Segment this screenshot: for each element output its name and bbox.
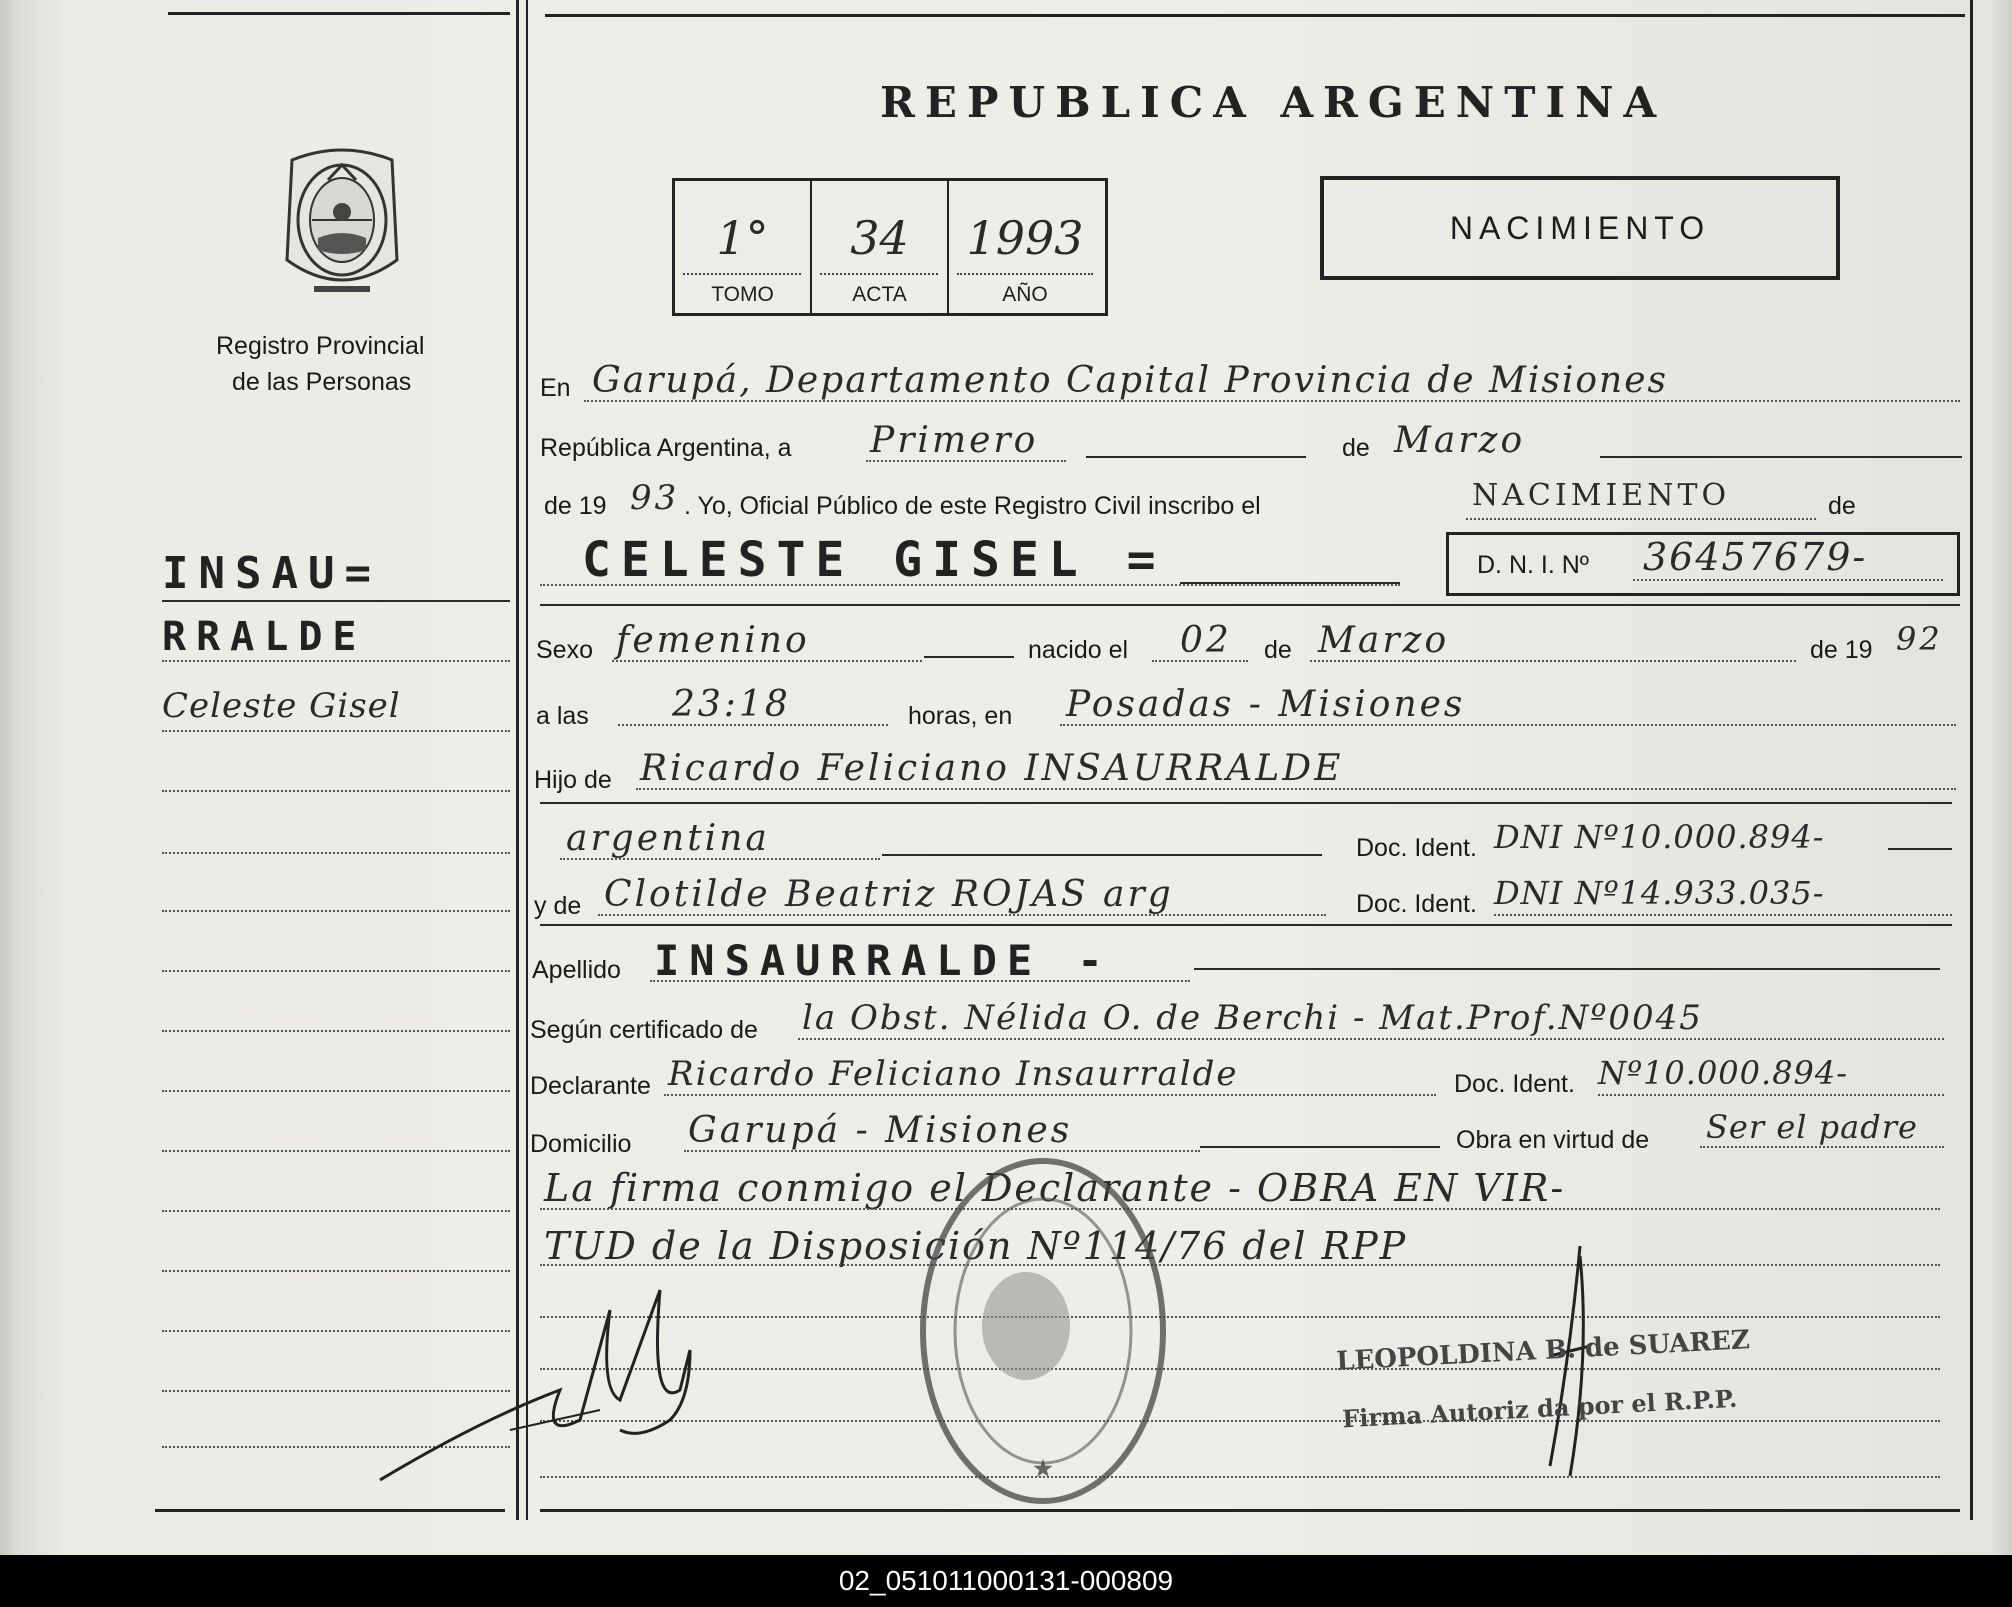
mother-name-dots	[598, 914, 1326, 916]
margin-dots-7	[162, 1030, 510, 1032]
acta-cell	[812, 181, 949, 313]
official-stamp-title: Firma Autoriz da por el R.P.P.	[1341, 1383, 1738, 1434]
birth-day-dots	[1152, 660, 1248, 662]
act-type-dots	[1466, 518, 1816, 520]
place-value: Garupá, Departamento Capital Provincia de Misiones	[592, 360, 1669, 401]
month-value: Marzo	[1394, 420, 1526, 461]
certificado-dots	[798, 1038, 1944, 1040]
margin-dots-4	[162, 852, 510, 854]
yde-label: y de	[534, 892, 582, 920]
scan-footer-id: 02_051011000131-000809	[0, 1555, 2012, 1607]
declarante-doc: Nº10.000.894-	[1598, 1054, 1849, 1092]
sexo-value: femenino	[616, 620, 810, 661]
record-type-box: NACIMIENTO	[1320, 176, 1840, 280]
father-doc-rule	[1888, 848, 1952, 850]
obra-dots	[1700, 1146, 1944, 1148]
anio-underline	[957, 273, 1093, 275]
mother-doc: DNI Nº14.933.035-	[1494, 874, 1825, 912]
left-signature	[360, 1270, 780, 1510]
child-name: CELESTE GISEL =	[582, 532, 1166, 588]
de2-label: de	[1828, 492, 1856, 520]
section-rule-1	[540, 604, 1960, 606]
margin-given-names: Celeste Gisel	[162, 686, 401, 726]
margin-dots-9	[162, 1150, 510, 1152]
declarante-doc-dots	[1598, 1094, 1944, 1096]
margin-dots-3	[162, 790, 510, 792]
margin-dots-10	[162, 1210, 510, 1212]
birth-year-prefix: de 19	[1810, 636, 1873, 664]
domicilio-value: Garupá - Misiones	[688, 1110, 1073, 1151]
dni-dots	[1633, 579, 1943, 581]
margin-dots-2	[162, 730, 510, 732]
birth-place-dots	[1060, 724, 1956, 726]
apellido-label: Apellido	[532, 956, 621, 984]
dni-value: 36457679-	[1643, 535, 1868, 579]
birth-place-value: Posadas - Misiones	[1066, 684, 1466, 725]
birth-time-dots	[618, 724, 888, 726]
acta-underline	[820, 273, 938, 275]
hijo-label: Hijo de	[534, 766, 612, 794]
doc-ident-label-3: Doc. Ident.	[1454, 1070, 1575, 1098]
father-rule	[540, 802, 1952, 804]
certificado-label: Según certificado de	[530, 1016, 758, 1044]
father-doc: DNI Nº10.000.894-	[1494, 818, 1825, 856]
anio-value: 1993	[966, 211, 1084, 265]
top-rule-right	[545, 14, 1965, 17]
nacido-label: nacido el	[1028, 636, 1129, 664]
note-line-1: La firma conmigo el Declarante - OBRA EN VIR-	[544, 1166, 1566, 1210]
registry-line-2: de las Personas	[232, 368, 412, 396]
svg-text:★: ★	[1033, 1456, 1053, 1481]
round-registry-stamp	[908, 1146, 1178, 1516]
horas-label: horas, en	[908, 702, 1013, 730]
child-name-dots	[540, 584, 1400, 586]
declarante-value: Ricardo Feliciano Insaurralde	[668, 1054, 1239, 1094]
apellido-value: INSAURRALDE -	[654, 936, 1113, 985]
birth-year-suffix: 92	[1896, 620, 1943, 658]
certificado-value: la Obst. Nélida O. de Berchi - Mat.Prof.Nº0045	[802, 998, 1703, 1038]
apellido-rule	[1194, 968, 1940, 970]
province-seal-emblem	[262, 140, 422, 300]
note-line-2: TUD de la Disposición Nº114/76 del RPP	[544, 1224, 1408, 1268]
declarante-label: Declarante	[530, 1072, 651, 1100]
birth-time-value: 23:18	[672, 684, 791, 725]
note-dots-2	[540, 1264, 1940, 1266]
right-border	[1970, 0, 1973, 1520]
day-dots	[866, 460, 1066, 462]
republica-label: República Argentina, a	[540, 434, 792, 462]
year-prefix: de 19	[544, 492, 607, 520]
mother-rule	[540, 924, 1952, 926]
birth-month-dots	[1310, 660, 1796, 662]
mother-name: Clotilde Beatriz ROJAS arg	[604, 874, 1174, 915]
margin-dots-5	[162, 910, 510, 912]
father-nat-dots	[560, 858, 880, 860]
note-dots-1	[540, 1208, 1940, 1210]
obra-label: Obra en virtud de	[1456, 1126, 1650, 1154]
domicilio-rule	[1200, 1146, 1440, 1148]
month-rule	[1600, 456, 1962, 458]
doc-ident-label-1: Doc. Ident.	[1356, 834, 1477, 862]
margin-rule	[162, 600, 510, 602]
tomo-label: TOMO	[711, 283, 774, 306]
alas-label: a las	[536, 702, 589, 730]
de-label: de	[1342, 434, 1370, 462]
mother-doc-dots	[1494, 914, 1952, 916]
record-number-box	[672, 178, 1108, 316]
acta-value: 34	[850, 211, 909, 265]
declarante-dots	[664, 1094, 1436, 1096]
margin-surname-2: RRALDE	[162, 614, 367, 660]
birth-day-value: 02	[1180, 620, 1232, 661]
anio-label: AÑO	[1002, 283, 1048, 306]
de3-label: de	[1264, 636, 1292, 664]
margin-dots-8	[162, 1090, 510, 1092]
tomo-underline	[683, 273, 801, 275]
birth-month-value: Marzo	[1318, 620, 1450, 661]
acta-label: ACTA	[852, 283, 907, 306]
sexo-dots	[612, 660, 922, 662]
father-nat-rule	[882, 854, 1322, 856]
day-value: Primero	[870, 420, 1039, 461]
apellido-dots	[650, 980, 1190, 982]
sexo-rule	[924, 656, 1014, 658]
margin-surname-1: INSAU=	[162, 548, 381, 599]
child-name-rule	[1180, 582, 1400, 584]
father-name-dots	[636, 788, 1956, 790]
obra-value: Ser el padre	[1706, 1108, 1918, 1146]
day-rule	[1086, 456, 1306, 458]
place-dots	[584, 400, 1960, 402]
anio-cell	[949, 181, 1101, 313]
top-rule-left	[168, 12, 510, 15]
tomo-value: 1°	[716, 211, 769, 265]
registry-line-1: Registro Provincial	[216, 332, 425, 360]
doc-ident-label-2: Doc. Ident.	[1356, 890, 1477, 918]
dni-label: D. N. I. Nº	[1477, 551, 1589, 579]
act-type-value: NACIMIENTO	[1472, 478, 1731, 513]
margin-dots-6	[162, 970, 510, 972]
en-label: En	[540, 374, 571, 402]
margin-dots-1	[162, 660, 510, 662]
country-title: REPUBLICA ARGENTINA	[880, 78, 1667, 127]
official-stamp-name: LEOPOLDINA B. de SUAREZ	[1335, 1325, 1751, 1377]
tomo-cell	[675, 181, 812, 313]
father-nationality: argentina	[566, 818, 770, 859]
sexo-label: Sexo	[536, 636, 593, 664]
father-name: Ricardo Feliciano INSAURRALDE	[640, 748, 1344, 789]
domicilio-label: Domicilio	[530, 1130, 632, 1158]
dni-box	[1446, 532, 1960, 596]
year-suffix: 93	[630, 478, 680, 518]
yo-text: . Yo, Oficial Público de este Registro Civil inscribo el	[684, 492, 1261, 520]
